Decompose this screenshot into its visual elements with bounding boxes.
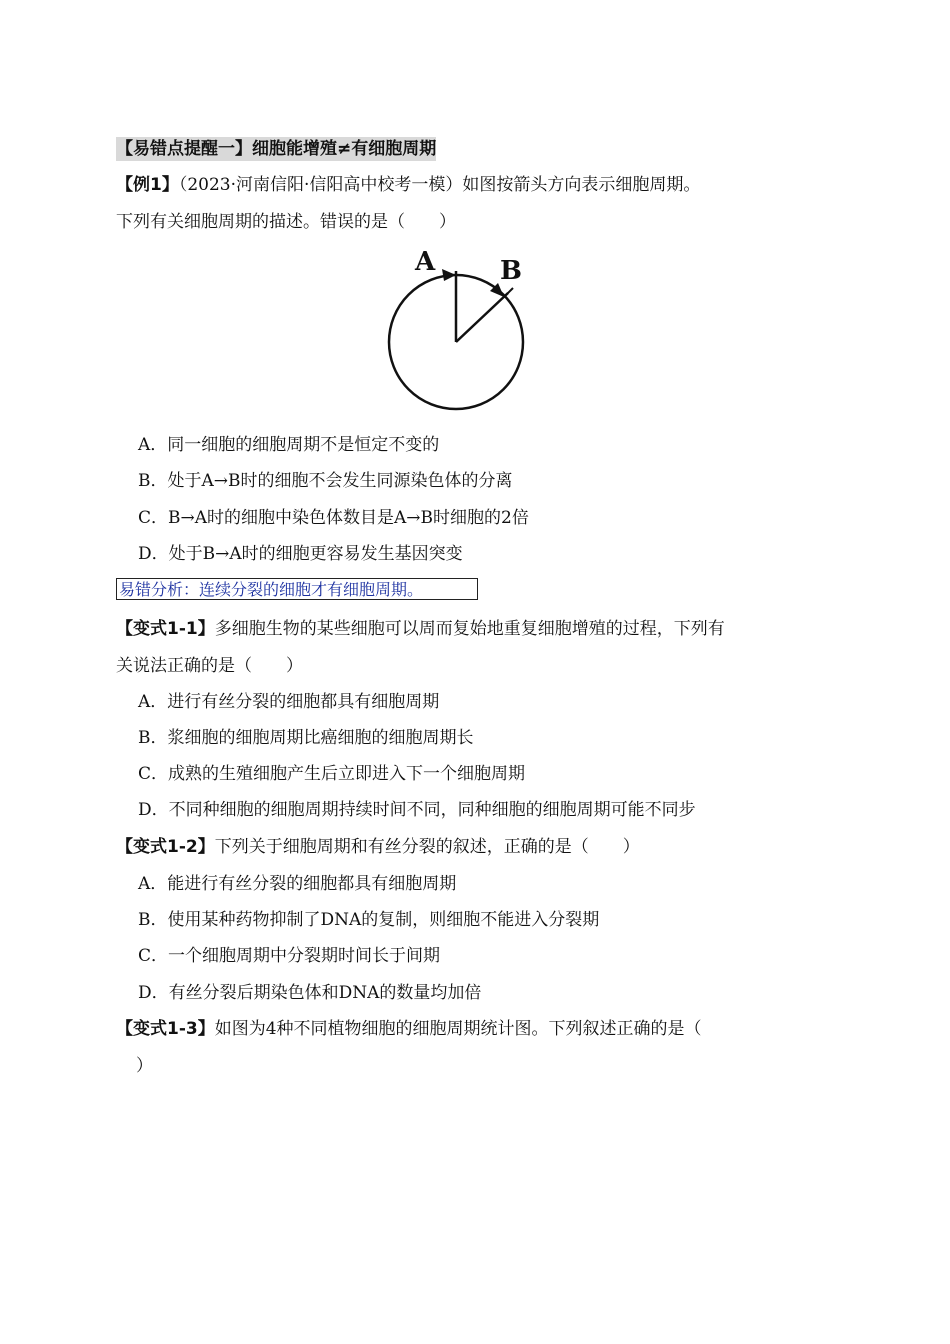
example1-source: （2023·河南信阳·信阳高中校考一模）如图按箭头方向表示细胞周期。 (178, 175, 701, 195)
variant1-option-d[interactable]: D．不同种细胞的细胞周期持续时间不同，同种细胞的细胞周期可能不同步 (138, 800, 696, 820)
cell-cycle-figure (380, 245, 540, 415)
example1-question-cont: 下列有关细胞周期的描述。错误的是（ ） (116, 212, 456, 232)
radius-b (456, 293, 508, 342)
example1-option-c[interactable]: C．B→A时的细胞中染色体数目是A→B时细胞的2倍 (138, 508, 529, 528)
variant2-question (116, 835, 640, 859)
example1-option-b[interactable]: B．处于A→B时的细胞不会发生同源染色体的分离 (138, 471, 513, 491)
variant2-option-a[interactable]: A．能进行有丝分裂的细胞都具有细胞周期 (138, 874, 457, 894)
section-title: 【易错点提醒一】细胞能增殖≠有细胞周期 (116, 139, 437, 159)
variant2-question-text: 下列关于细胞周期和有丝分裂的叙述，正确的是（ ） (214, 837, 640, 857)
label-b: B (500, 256, 522, 286)
label-a: A (415, 247, 436, 277)
variant1-option-c[interactable]: C．成熟的生殖细胞产生后立即进入下一个细胞周期 (138, 764, 526, 784)
example1-label: 【例1】 (116, 175, 179, 195)
arrow-a-icon (442, 269, 456, 281)
example1-option-d[interactable]: D．处于B→A时的细胞更容易发生基因突变 (138, 544, 463, 564)
variant1-option-b[interactable]: B．浆细胞的细胞周期比癌细胞的细胞周期长 (138, 728, 474, 748)
example1-option-a[interactable]: A．同一细胞的细胞周期不是恒定不变的 (138, 435, 440, 455)
variant3-question (116, 1017, 702, 1041)
variant1-option-a[interactable]: A．进行有丝分裂的细胞都具有细胞周期 (138, 692, 440, 712)
variant2-option-d[interactable]: D．有丝分裂后期染色体和DNA的数量均加倍 (138, 983, 482, 1003)
variant3-label: 【变式1-3】 (116, 1019, 215, 1039)
example1-question (116, 173, 700, 197)
variant1-question-text: 多细胞生物的某些细胞可以周而复始地重复细胞增殖的过程，下列有 (214, 619, 725, 639)
variant3-question-cont: ） (136, 1056, 153, 1076)
variant2-option-b[interactable]: B．使用某种药物抑制了DNA的复制，则细胞不能进入分裂期 (138, 910, 600, 930)
variant1-question-cont: 关说法正确的是（ ） (116, 656, 303, 676)
tick-b (504, 288, 513, 297)
variant2-label: 【变式1-2】 (116, 837, 215, 857)
variant1-label: 【变式1-1】 (116, 619, 215, 639)
variant3-question-text: 如图为4种不同植物细胞的细胞周期统计图。下列叙述正确的是（ (214, 1019, 702, 1039)
analysis-note: 易错分析：连续分裂的细胞才有细胞周期。 (116, 578, 478, 600)
variant2-option-c[interactable]: C．一个细胞周期中分裂期时间长于间期 (138, 946, 441, 966)
variant1-question (116, 617, 725, 641)
